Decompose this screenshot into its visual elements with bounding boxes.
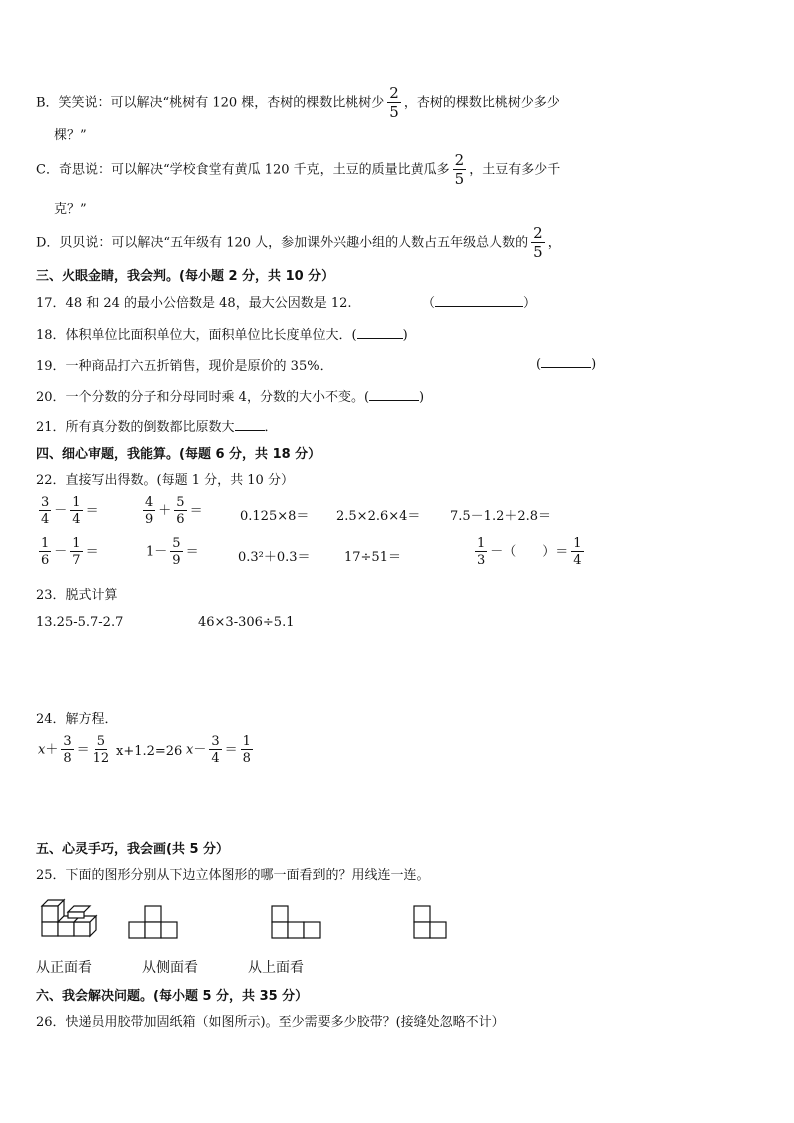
- calc-r1-e5: 7.5－1.2＋2.8＝: [450, 509, 552, 524]
- option-b-text: B．笑笑说：可以解决“桃树有 120 棵，杏树的棵数比桃树少: [36, 95, 385, 111]
- calc-r2-e1: $\frac{1}{6}$ － $\frac{1}{7}$ ＝: [41, 536, 99, 568]
- fraction: $\frac{2}{5}$: [454, 151, 465, 188]
- q23-expr-b: 46×3-306÷5.1: [198, 615, 295, 630]
- q17-answer-blank[interactable]: （ ）: [422, 296, 537, 311]
- view-label-front: 从正面看: [36, 960, 92, 976]
- fraction: $\frac{2}{5}$: [389, 84, 399, 121]
- calc-r2-e2: 1－ $\frac{5}{9}$ ＝: [146, 536, 199, 568]
- section3-heading: 三、火眼金睛，我会判。(每小题 2 分，共 10 分）: [36, 269, 335, 284]
- equation-2: x+1.2=26: [116, 744, 183, 759]
- calc-r2-e4: 17÷51＝: [344, 550, 401, 565]
- option-b-continuation: 棵？”: [54, 128, 87, 143]
- q21: 21．所有真分数的倒数都比原数大 ．: [36, 420, 278, 435]
- calc-r1-e1: $\frac{3}{4}$ － $\frac{1}{4}$ ＝: [41, 495, 99, 527]
- view-shape-1: [128, 905, 180, 939]
- option-d-text: D．贝贝说：可以解决“五年级有 120 人，参加课外兴趣小组的人数占五年级总人数的: [36, 235, 529, 251]
- answer-line[interactable]: [435, 294, 523, 307]
- fraction: $\frac{2}{5}$: [533, 224, 543, 261]
- q23-expr-a: 13.25-5.7-2.7: [36, 615, 124, 630]
- fraction: $\frac{1}{4}$: [573, 536, 582, 568]
- q20: 20．一个分数的分子和分母同时乘 4，分数的大小不变。( ): [36, 390, 425, 405]
- q24: 24．解方程．: [36, 712, 118, 727]
- option-b: [36, 86, 560, 120]
- option-d-tail: ，: [547, 235, 561, 251]
- fraction: $\frac{1}{8}$: [242, 734, 251, 766]
- q22: 22．直接写出得数。(每题 1 分，共 10 分）: [36, 473, 294, 488]
- q19: 19．一种商品打六五折销售，现价是原价的 35%．: [36, 359, 333, 374]
- option-c: [36, 153, 560, 187]
- q26: 26．快递员用胶带加固纸箱（如图所示)。至少需要多少胶带？(接缝处忽略不计）: [36, 1015, 505, 1030]
- view-label-side: 从侧面看: [142, 960, 198, 976]
- calc-r2-e3: 0.3²＋0.3＝: [238, 550, 311, 565]
- q17: 17．48 和 24 的最小公倍数是 48，最大公因数是 12.: [36, 296, 352, 311]
- fraction: $\frac{3}{4}$: [41, 495, 50, 527]
- fraction: $\frac{1}{7}$: [72, 536, 81, 568]
- fraction: $\frac{5}{12}$: [92, 734, 110, 766]
- option-d: [36, 226, 561, 260]
- equation-1: x＋ $\frac{3}{8}$ ＝ $\frac{5}{12}$: [38, 734, 110, 766]
- q18-answer-blank[interactable]: [357, 326, 403, 339]
- view-shape-2: [271, 905, 323, 939]
- equation-3: x－ $\frac{3}{4}$ ＝ $\frac{1}{8}$: [186, 734, 251, 766]
- fraction: $\frac{3}{4}$: [211, 734, 220, 766]
- fraction: $\frac{5}{9}$: [172, 536, 181, 568]
- q21-answer-blank[interactable]: [235, 418, 265, 431]
- section6-heading: 六、我会解决问题。(每小题 5 分，共 35 分）: [36, 989, 309, 1004]
- fraction: $\frac{1}{6}$: [41, 536, 50, 568]
- section4-heading: 四、细心审题，我能算。(每题 6 分，共 18 分）: [36, 447, 322, 462]
- calc-r1-e4: 2.5×2.6×4＝: [336, 509, 421, 524]
- section5-heading: 五、心灵手巧，我会画(共 5 分）: [36, 842, 230, 857]
- fraction: $\frac{4}{9}$: [145, 495, 154, 527]
- option-c-text: C．奇思说：可以解决“学校食堂有黄瓜 120 千克，土豆的质量比黄瓜多: [36, 162, 450, 178]
- solid-figure-image: [38, 896, 100, 942]
- option-c-continuation: 克？”: [54, 202, 87, 217]
- answer-line[interactable]: [541, 355, 591, 368]
- q23: 23．脱式计算: [36, 588, 118, 603]
- view-label-top: 从上面看: [248, 960, 304, 976]
- q25: 25．下面的图形分别从下边立体图形的哪一面看到的？用线连一连。: [36, 868, 430, 883]
- q19-answer-blank[interactable]: ( ): [536, 357, 597, 372]
- fraction: $\frac{5}{6}$: [176, 495, 185, 527]
- q18: 18．体积单位比面积单位大，面积单位比长度单位大．( ): [36, 328, 408, 343]
- calc-r1-e2: $\frac{4}{9}$ ＋ $\frac{5}{6}$ ＝: [145, 495, 203, 527]
- fraction: $\frac{1}{4}$: [72, 495, 81, 527]
- view-shape-3: [413, 905, 449, 941]
- fraction: $\frac{1}{3}$: [477, 536, 486, 568]
- calc-r1-e3: 0.125×8＝: [240, 509, 310, 524]
- fraction: $\frac{3}{8}$: [63, 734, 72, 766]
- option-c-tail: ，土豆有多少千: [469, 162, 561, 178]
- option-b-tail: ，杏树的棵数比桃树少多少: [403, 95, 560, 111]
- calc-r2-e5: $\frac{1}{3}$ －（ ）＝ $\frac{1}{4}$: [477, 536, 582, 568]
- q20-answer-blank[interactable]: [369, 388, 419, 401]
